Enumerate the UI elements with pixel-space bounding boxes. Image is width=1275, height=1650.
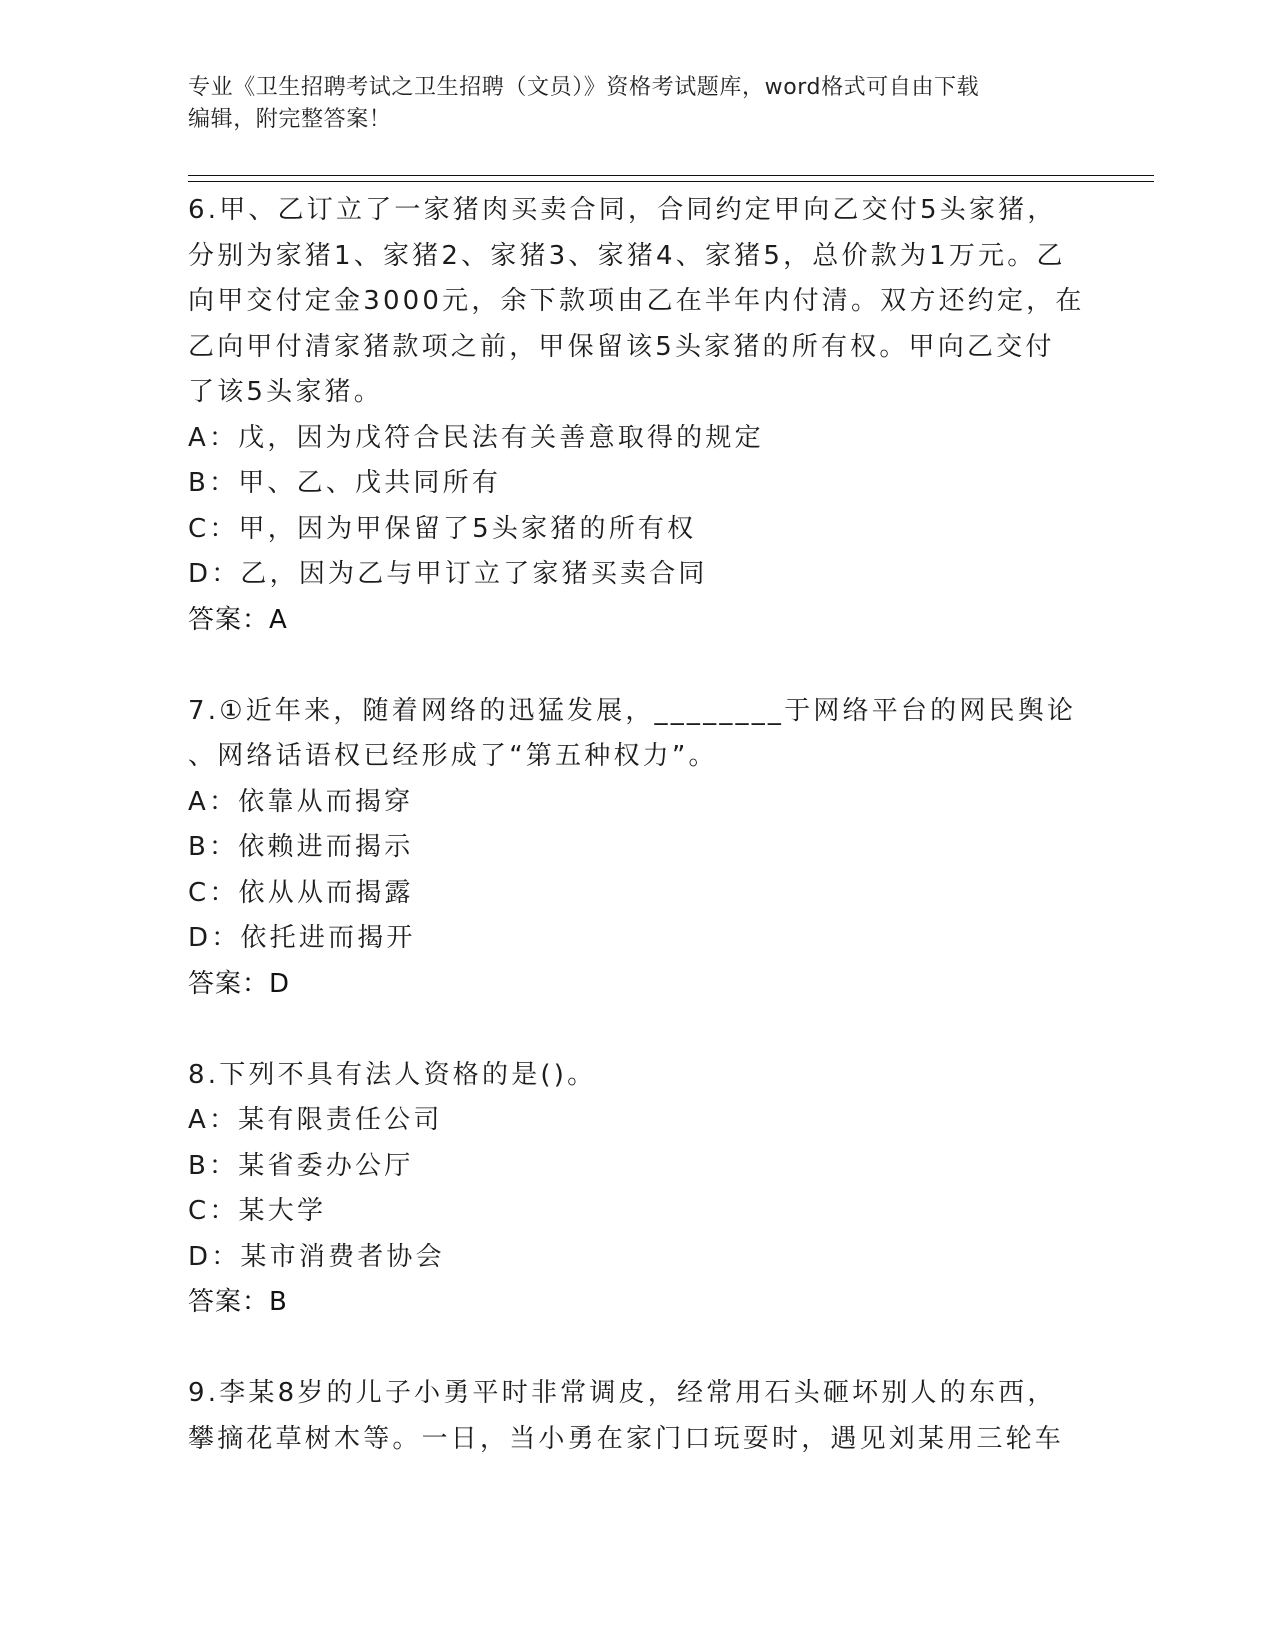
- question-text-line: 分别为家猪1、家猪2、家猪3、家猪4、家猪5，总价款为1万元。乙: [188, 240, 1066, 271]
- option-b: B：依赖进而揭示: [188, 832, 414, 862]
- header-divider-bottom: [188, 181, 1154, 182]
- option-a: A：某有限责任公司: [188, 1105, 443, 1135]
- question-9: [188, 1371, 1088, 1462]
- option-c: C：依从从而揭露: [188, 877, 414, 908]
- question-8: [188, 1053, 1088, 1326]
- spacer: [188, 1007, 1088, 1053]
- option-c: C：甲，因为甲保留了5头家猪的所有权: [188, 513, 697, 544]
- option-a: A：戊，因为戊符合民法有关善意取得的规定: [188, 422, 764, 453]
- question-text-line: 6.甲、乙订立了一家猪肉买卖合同，合同约定甲向乙交付5头家猪，: [188, 195, 1057, 225]
- answer-label: 答案：B: [188, 1287, 288, 1317]
- question-text-line: 9.李某8岁的儿子小勇平时非常调皮，经常用石头砸坏别人的东西，: [188, 1378, 1057, 1408]
- header-line-2: 编辑，附完整答案！: [188, 107, 392, 132]
- question-7: [188, 689, 1088, 1008]
- spacer: [188, 1326, 1088, 1372]
- option-d: D：乙，因为乙与甲订立了家猪买卖合同: [188, 559, 708, 589]
- question-text-line: 攀摘花草树木等。一日，当小勇在家门口玩耍时，遇见刘某用三轮车: [188, 1423, 1065, 1454]
- question-text-line: 乙向甲付清家猪款项之前，甲保留该5头家猪的所有权。甲向乙交付: [188, 331, 1055, 362]
- question-text-line: 7.①近年来，随着网络的迅猛发展，________于网络平台的网民舆论: [188, 695, 1077, 726]
- question-6: [188, 188, 1088, 643]
- spacer: [188, 643, 1088, 689]
- option-d: D：依托进而揭开: [188, 923, 416, 953]
- option-a: A：依靠从而揭穿: [188, 786, 414, 817]
- option-b: B：某省委办公厅: [188, 1150, 414, 1181]
- option-b: B：甲、乙、戊共同所有: [188, 468, 502, 498]
- answer-label: 答案：A: [188, 604, 288, 635]
- answer-label: 答案：D: [188, 968, 291, 999]
- question-text-line: 了该5头家猪。: [188, 377, 383, 407]
- question-list: [188, 188, 1088, 1462]
- document-header: [188, 72, 1088, 136]
- question-text-line: 8.下列不具有法人资格的是()。: [188, 1059, 597, 1090]
- option-c: C：某大学: [188, 1196, 327, 1226]
- question-text-line: 、网络话语权已经形成了“第五种权力”。: [188, 741, 718, 771]
- question-text-line: 向甲交付定金3000元，余下款项由乙在半年内付清。双方还约定，在: [188, 286, 1085, 316]
- header-line-1: 专业《卫生招聘考试之卫生招聘（文员）》资格考试题库，word格式可自由下载: [188, 75, 980, 100]
- header-divider-top: [188, 175, 1154, 176]
- option-d: D：某市消费者协会: [188, 1241, 445, 1272]
